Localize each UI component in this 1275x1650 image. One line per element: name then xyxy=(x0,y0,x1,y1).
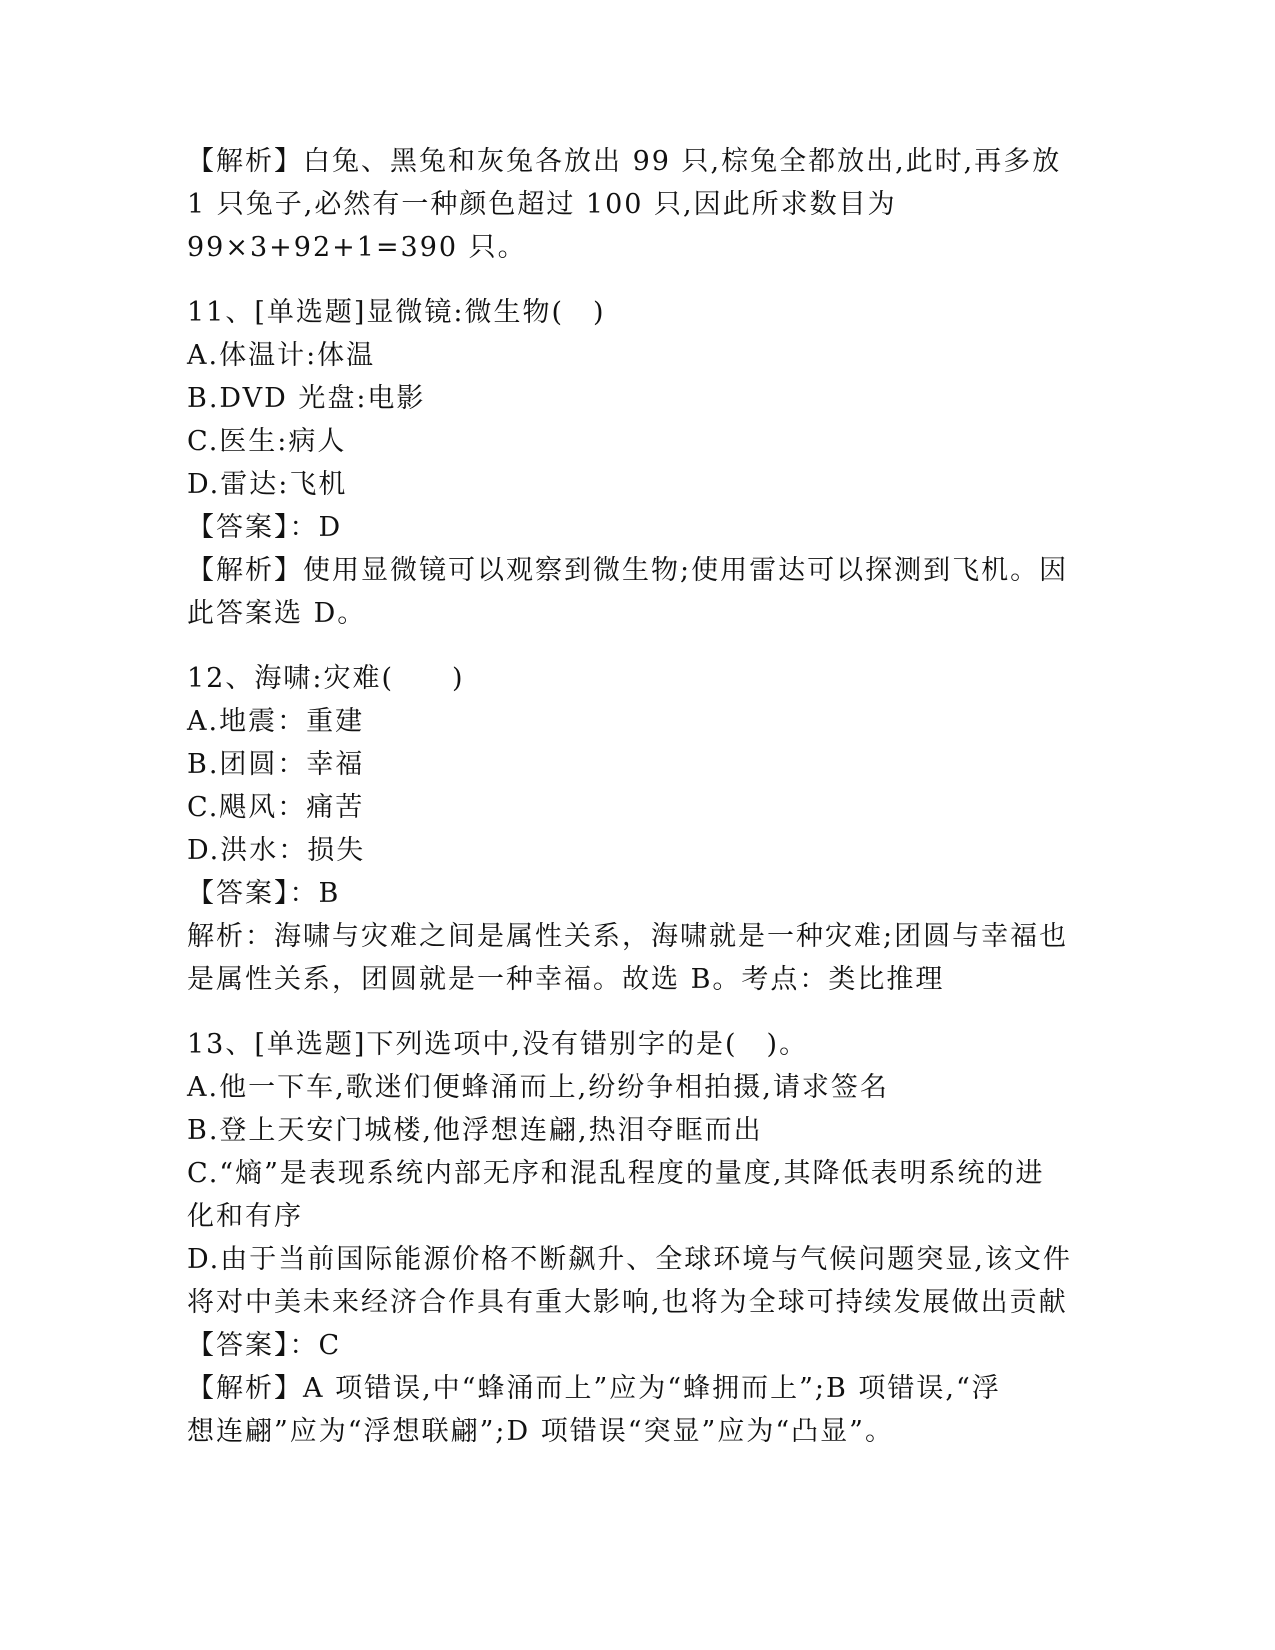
option-b: B.DVD 光盘:电影 xyxy=(187,383,426,414)
answer: 【答案】：D xyxy=(187,512,343,543)
option-d: D.洪水：损失 xyxy=(187,835,366,866)
question-stem: 13、[单选题]下列选项中,没有错别字的是( )。 xyxy=(187,1029,809,1060)
option-line: 化和有序 xyxy=(187,1201,303,1232)
option-line: C.“熵”是表现系统内部无序和混乱程度的量度,其降低表明系统的进 xyxy=(187,1158,1045,1189)
analysis-line: 解析：海啸与灾难之间是属性关系，海啸就是一种灾难;团圆与幸福也 xyxy=(187,921,1069,952)
question-stem: 11、[单选题]显微镜:微生物( ) xyxy=(187,297,606,328)
question-12 xyxy=(187,657,1087,1001)
answer: 【答案】：B xyxy=(187,878,341,909)
option-c: C.飓风：痛苦 xyxy=(187,792,365,823)
document-page xyxy=(187,140,1087,1453)
option-a: A.地震：重建 xyxy=(187,706,365,737)
answer: 【答案】：C xyxy=(187,1330,342,1361)
option-d: D.雷达:飞机 xyxy=(187,469,348,500)
option-line: A.他一下车,歌迷们便蜂涌而上,纷纷争相拍摄,请求签名 xyxy=(187,1072,889,1103)
option-b: B.团圆：幸福 xyxy=(187,749,365,780)
analysis-line: 想连翩”应为“浮想联翩”;D 项错误“突显”应为“凸显”。 xyxy=(187,1416,894,1447)
option-c: C.医生:病人 xyxy=(187,426,347,457)
question-11 xyxy=(187,291,1087,635)
option-line: B.登上天安门城楼,他浮想连翩,热泪夺眶而出 xyxy=(187,1115,763,1146)
analysis-line: 1 只兔子,必然有一种颜色超过 100 只,因此所求数目为 xyxy=(187,189,897,220)
analysis-line: 是属性关系，团圆就是一种幸福。故选 B。考点：类比推理 xyxy=(187,964,945,995)
analysis-line: 【解析】使用显微镜可以观察到微生物;使用雷达可以探测到飞机。因 xyxy=(187,555,1069,586)
option-a: A.体温计:体温 xyxy=(187,340,376,371)
analysis-line: 【解析】A 项错误,中“蜂涌而上”应为“蜂拥而上”;B 项错误,“浮 xyxy=(187,1373,1001,1404)
option-line: D.由于当前国际能源价格不断飙升、全球环境与气候问题突显,该文件 xyxy=(187,1244,1072,1275)
option-line: 将对中美未来经济合作具有重大影响,也将为全球可持续发展做出贡献 xyxy=(187,1287,1068,1318)
analysis-line: 此答案选 D。 xyxy=(187,598,367,629)
previous-question-analysis xyxy=(187,140,1087,269)
question-stem: 12、海啸:灾难( ) xyxy=(187,663,465,694)
analysis-line: 【解析】白兔、黑兔和灰兔各放出 99 只,棕兔全都放出,此时,再多放 xyxy=(187,146,1062,177)
analysis-line: 99×3+92+1=390 只。 xyxy=(187,232,527,263)
question-13 xyxy=(187,1023,1087,1453)
